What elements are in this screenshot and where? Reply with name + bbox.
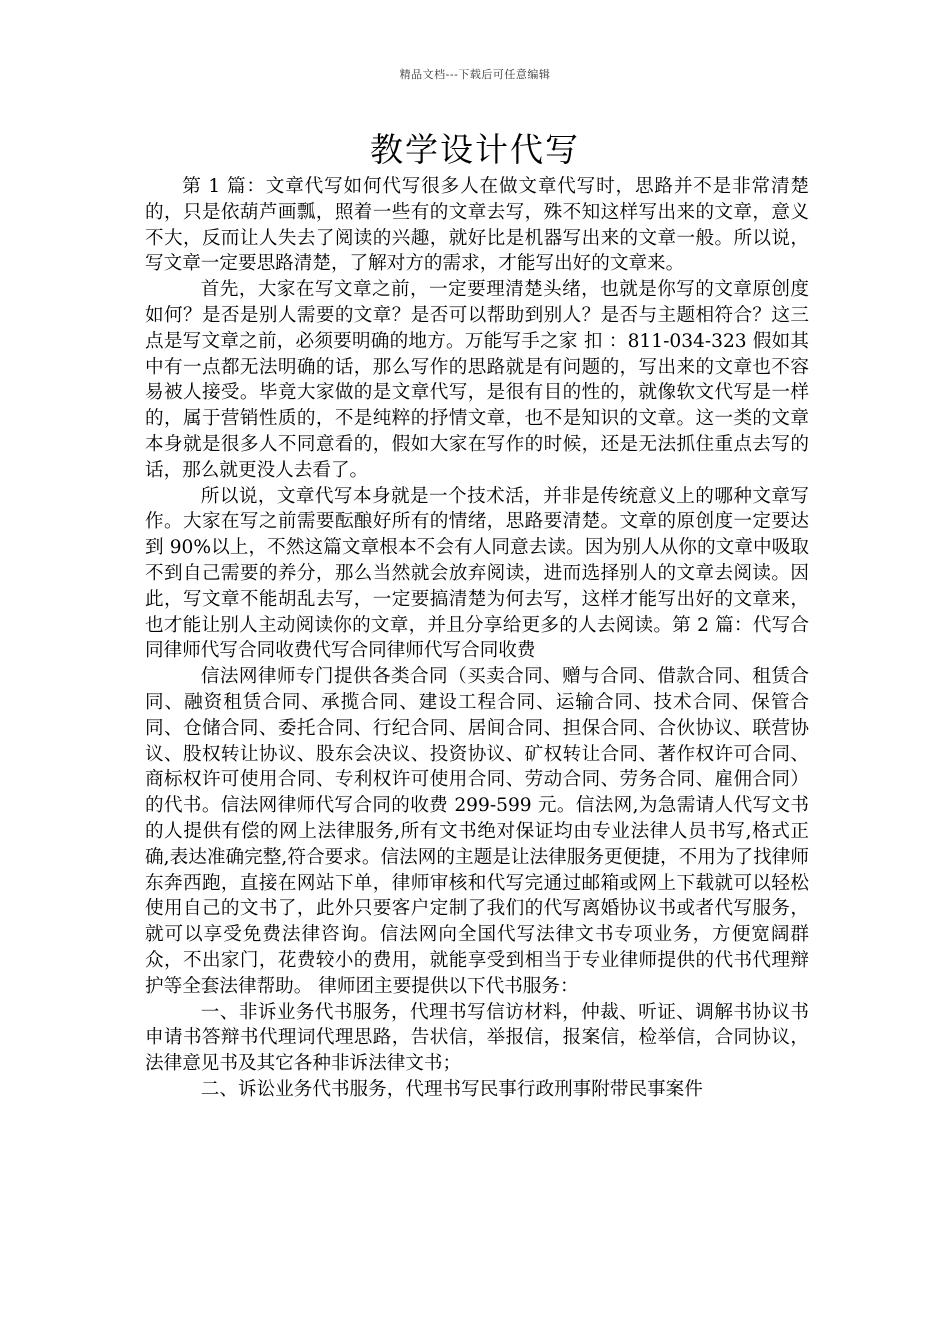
paragraph-5: 一、非诉业务代书服务，代理书写信访材料，仲裁、听证、调解书协议书申请书答辩书代理词代理思路，告状信，举报信，报案信，检举信，合同协议，法律意见书及其它各种非诉法律文书； [145, 1001, 809, 1075]
document-body [145, 174, 809, 1103]
document-title: 教学设计代写 [370, 130, 580, 169]
paragraph-4: 信法网律师专门提供各类合同（买卖合同、赠与合同、借款合同、租赁合同、融资租赁合同、承揽合同、建设工程合同、运输合同、技术合同、保管合同、仓储合同、委托合同、行纪合同、居间合同、担保合同、合伙协议、联营协议、股权转让协议、股东会决议、投资协议、矿权转让合同、著作权许可合同、商标权许可使用合同、专利权许可使用合同、劳动合同、劳务合同、雇佣合同）的代书。信法网律师代写合同的收费 299-599 元。信法网,为急需请人代写文书的人提供有偿的网上法律服务,所有文书绝对保证均由专业法律人员书写,格式正确,表达准确完整,符合要求。信法网的主题是让法律服务更便捷，不用为了找律师东奔西跑，直接在网站下单，律师审核和代写完通过邮箱或网上下载就可以轻松使用自己的文书了，此外只要客户定制了我们的代写离婚协议书或者代写服务，就可以享受免费法律咨询。信法网向全国代写法律文书专项业务，方便宽阔群众，不出家门，花费较小的费用，就能享受到相当于专业律师提供的代书代理辩护等全套法律帮助。 律师团主要提供以下代书服务： [145, 666, 809, 997]
paragraph-3: 所以说，文章代写本身就是一个技术活，并非是传统意义上的哪种文章写作。大家在写之前需要酝酿好所有的情绪，思路要清楚。文章的原创度一定要达到 90%以上，不然这篇文章根本不会有人同意去读。因为别人从你的文章中吸取不到自己需要的养分，那么当然就会放弃阅读，进而选择别人的文章去阅读。因此，写文章不能胡乱去写，一定要搞清楚为何去写，这样才能写出好的文章来，也才能让别人主动阅读你的文章，并且分享给更多的人去阅读。第 2 篇：代写合同律师代写合同收费代写合同律师代写合同收费 [145, 485, 809, 662]
page-header: 精品文档---下载后可任意编辑 [399, 68, 551, 81]
paragraph-6: 二、诉讼业务代书服务，代理书写民事行政刑事附带民事案件 [200, 1078, 703, 1100]
paragraph-1: 第 1 篇：文章代写如何代写很多人在做文章代写时，思路并不是非常清楚的，只是依葫芦画瓢，照着一些有的文章去写，殊不知这样写出来的文章，意义不大，反而让人失去了阅读的兴趣，就好比是机器写出来的文章一般。所以说，写文章一定要思路清楚，了解对方的需求，才能写出好的文章来。 [145, 176, 809, 275]
paragraph-2: 首先，大家在写文章之前，一定要理清楚头绪，也就是你写的文章原创度如何？是否是别人需要的文章？是否可以帮助到别人？是否与主题相符合？这三点是写文章之前，必须要明确的地方。万能写手之家 扣 ：811-034-323 假如其中有一点都无法明确的话，那么写作的思路就是有问题的，写出来的文章也不容易被人接受。毕竟大家做的是文章代写，是很有目的性的，就像软文代写是一样的，属于营销性质的，不是纯粹的抒情文章，也不是知识的文章。这一类的文章本身就是很多人不同意看的，假如大家在写作的时候，还是无法抓住重点去写的话，那么就更没人去看了。 [145, 279, 809, 481]
